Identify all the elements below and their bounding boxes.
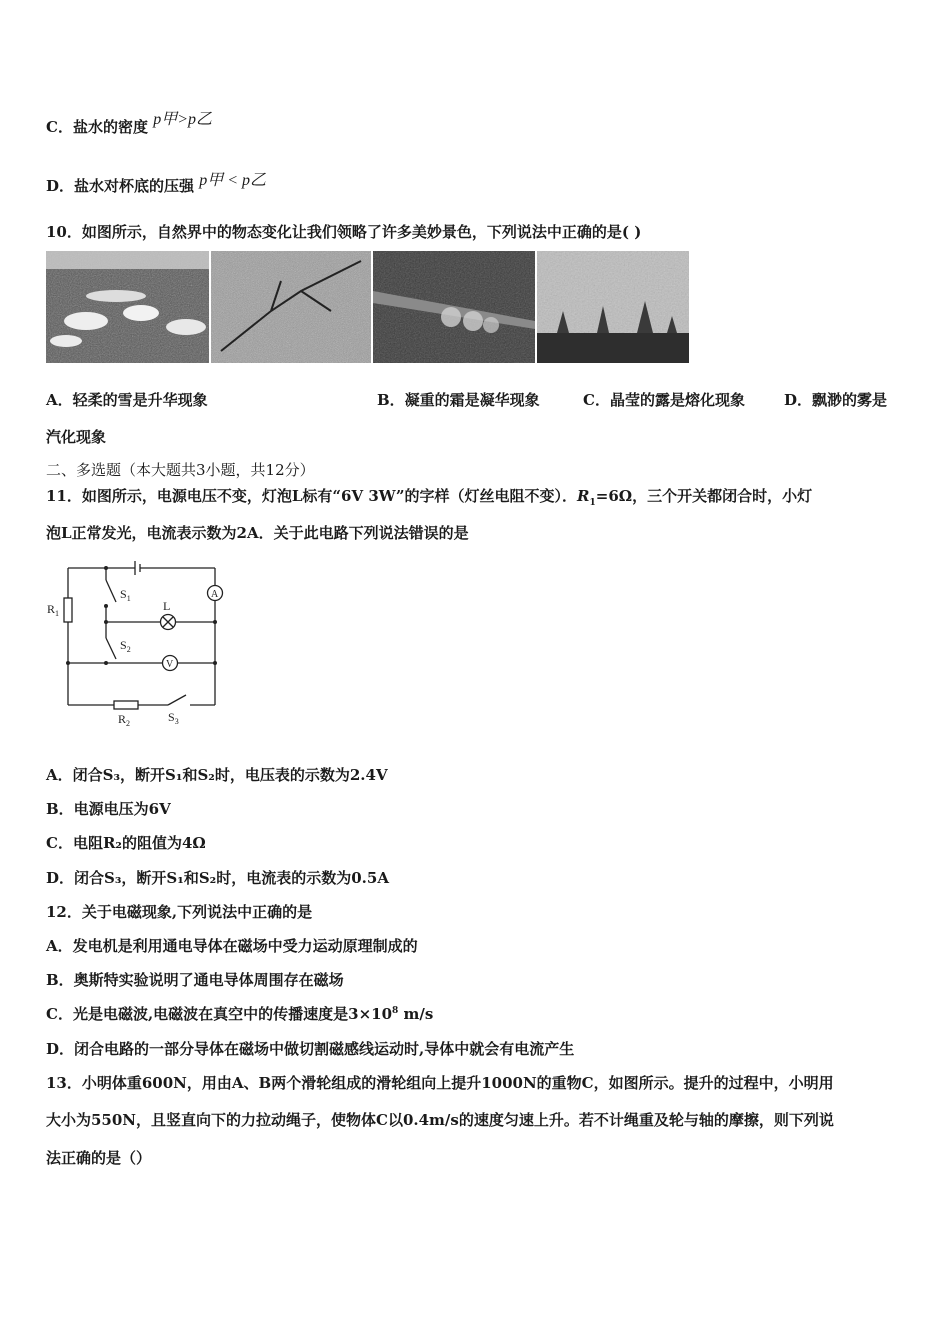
voltmeter-label: V [166,659,174,670]
q11-stem-line1 [46,485,812,508]
q13-stem-line3: 法正确的是（） [46,1149,152,1167]
s3-label: $S_3$ [168,710,179,726]
q9-option-d-math: p甲 < p乙 [199,172,267,189]
q10-option-d-cont: 汽化现象 [46,428,107,446]
q11-option-d: D．闭合S₃，断开S₁和S₂时，电流表的示数为0.5A [46,869,389,887]
fog-forest-photo [537,251,689,363]
q11-stem-r-sub: 1 [589,498,596,508]
q12-option-a: A．发电机是利用通电导体在磁场中受力运动原理制成的 [46,937,418,955]
ammeter-label: A [211,589,219,600]
q12-stem: 12．关于电磁现象,下列说法中正确的是 [46,903,313,921]
q13-stem-line2: 大小为550N，且竖直向下的力拉动绳子，使物体C以0.4m/s的速度匀速上升。若不计绳重及轮与轴的摩擦，则下列说 [46,1111,834,1129]
q10-option-b: B．凝重的霜是凝华现象 [377,391,540,409]
q13-stem-line1: 13．小明体重600N，用由A、B两个滑轮组成的滑轮组向上提升1000N的重物C，如图所示。提升的过程中，小明用 [46,1074,834,1092]
q12-option-c: C．光是电磁波,电磁波在真空中的传播速度是$3\times 10^8$ m/s [46,1005,434,1023]
q11-option-c: C．电阻R₂的阻值为4Ω [46,834,206,852]
q11-stem-r: R [577,487,590,505]
q10-option-a: A．轻柔的雪是升华现象 [46,391,208,409]
q9-option-c-label: C．盐水的密度 [46,118,148,136]
q10-stem: 10．如图所示，自然界中的物态变化让我们领略了许多美妙景色，下列说法中正确的是( ) [46,223,642,241]
q11-stem-part1: 11．如图所示，电源电压不变，灯泡L标有“6V 3W”的字样（灯丝电阻不变）． [46,487,578,505]
s2-label: $S_2$ [120,638,131,654]
q11-option-a: A．闭合S₃，断开S₁和S₂时，电压表的示数为2.4V [46,766,388,784]
q9-option-c [46,111,212,137]
q11-option-b: B．电源电压为6V [46,800,171,818]
r2-label: $R_2$ [118,712,131,728]
q9-option-d-label: D．盐水对杯底的压强 [46,177,195,195]
q12-option-b: B．奥斯特实验说明了通电导体周围存在磁场 [46,971,344,989]
q11-stem-line2: 泡L正常发光，电流表示数为2A．关于此电路下列说法错误的是 [46,524,469,542]
lamp-label: L [163,599,171,613]
r1-label: $R_1$ [47,602,60,618]
dew-drops-photo [373,251,535,363]
circuit-diagram [40,558,230,728]
s1-label: $S_1$ [120,587,131,603]
q11-stem-part2: =6Ω，三个开关都闭合时，小灯 [595,487,813,505]
q12-option-d: D．闭合电路的一部分导体在磁场中做切割磁感线运动时,导体中就会有电流产生 [46,1040,575,1058]
snow-scene-photo [46,251,209,363]
q10-option-c: C．晶莹的露是熔化现象 [583,391,745,409]
frost-branches-photo [211,251,371,363]
section-heading: 二、多选题（本大题共3小题，共12分） [46,461,315,479]
q9-option-d [46,173,266,196]
q10-option-d: D．飘渺的雾是 [784,391,888,409]
q9-option-c-math: p甲>p乙 [153,111,212,128]
